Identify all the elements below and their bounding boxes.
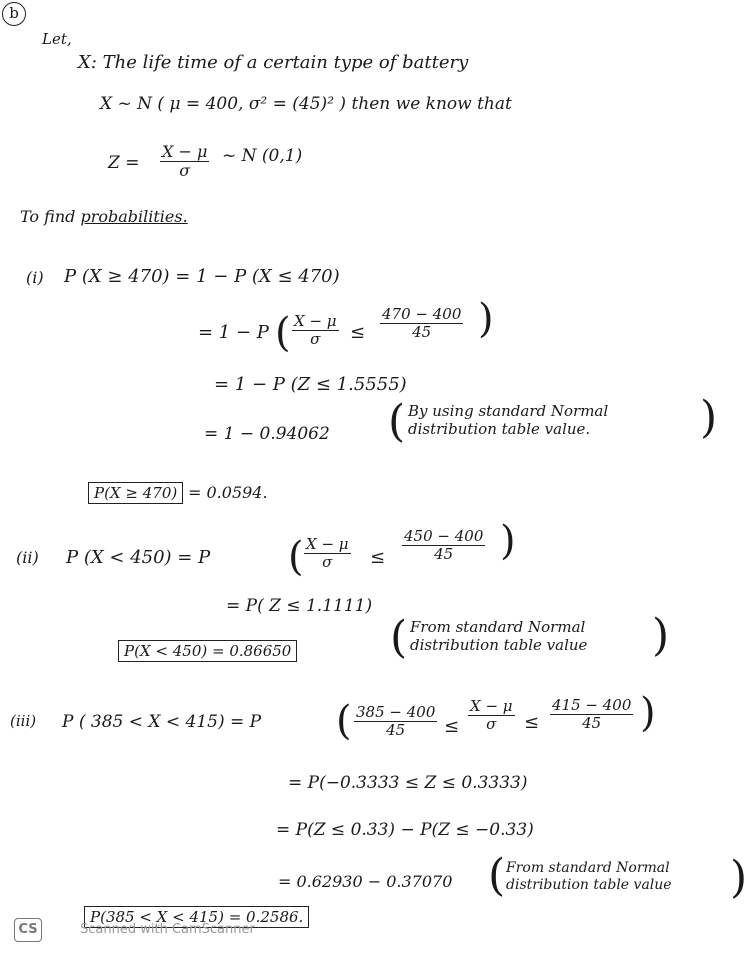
- part1-frac-b-den: 45: [412, 323, 432, 342]
- part2-rel: ≤: [370, 547, 386, 568]
- part2-paren-open: (: [288, 534, 304, 580]
- part-label-b: b: [2, 2, 26, 26]
- part1-frac-b: [380, 306, 463, 342]
- part3-rel1: ≤: [444, 716, 460, 737]
- part1-note-line2: distribution table value.: [408, 420, 591, 438]
- part1-line1: P (X ≥ 470) = 1 − P (X ≤ 470): [64, 266, 340, 287]
- part1-frac-a: [292, 313, 339, 349]
- part1-paren-close: ): [478, 296, 494, 342]
- part3-frac-c: [550, 697, 633, 733]
- distribution-text: X ~ N ( μ = 400, σ² = (45)² ) then we know that: [100, 94, 512, 114]
- part3-line2: = P(−0.3333 ≤ Z ≤ 0.3333): [288, 773, 528, 793]
- part3-frac-b-num: X − μ: [470, 697, 513, 715]
- part3-frac-c-den: 45: [582, 714, 602, 733]
- part2-note-line2: distribution table value: [410, 636, 588, 654]
- part2-result-box: P(X < 450) = 0.86650: [118, 640, 297, 662]
- part3-paren-open: (: [336, 698, 352, 744]
- part3-note-open: (: [488, 850, 506, 901]
- part3-frac-b: [468, 698, 515, 734]
- part2-label: (ii): [16, 548, 39, 567]
- part1-line2-prefix: = 1 − P: [198, 322, 269, 343]
- part1-result-box: P(X ≥ 470): [88, 482, 183, 504]
- part1-note-line1: By using standard Normal: [408, 402, 609, 420]
- part2-frac-b-den: 45: [434, 545, 454, 564]
- part3-line3: = P(Z ≤ 0.33) − P(Z ≤ −0.33): [276, 820, 534, 840]
- part3-paren-close: ): [640, 690, 656, 736]
- part2-frac-a-den: σ: [322, 553, 333, 572]
- part3-note-line2: distribution table value: [506, 876, 672, 893]
- part3-result-box: P(385 < X < 415) = 0.2586.: [84, 906, 309, 928]
- part1-label: (i): [26, 268, 44, 287]
- part3-note-close: ): [730, 852, 748, 903]
- z-rhs: ~ N (0,1): [222, 146, 303, 166]
- part1-paren-open: (: [275, 310, 291, 356]
- z-fraction: [160, 143, 209, 181]
- part2-frac-a: [304, 536, 351, 572]
- part2-result: [118, 640, 297, 662]
- part3-line4: = 0.62930 − 0.37070: [278, 872, 453, 891]
- part2-note-line1: From standard Normal: [410, 618, 586, 636]
- part2-line2: = P( Z ≤ 1.1111): [226, 596, 373, 616]
- intro-text: [20, 207, 188, 226]
- definition-text: X: The life time of a certain type of battery: [78, 52, 469, 73]
- part3-note-line1: From standard Normal: [506, 860, 670, 876]
- part3-frac-a-num: 385 − 400: [356, 703, 436, 721]
- part3-label: (iii): [10, 712, 37, 730]
- part3-frac-a: [354, 704, 437, 740]
- part3-lhs: P ( 385 < X < 415) = P: [62, 712, 262, 732]
- z-frac-num: X − μ: [162, 142, 208, 161]
- part2-frac-a-num: X − μ: [306, 535, 349, 553]
- part1-line3: = 1 − P (Z ≤ 1.5555): [214, 374, 407, 395]
- part2-note: [410, 618, 587, 654]
- part1-frac-b-num: 470 − 400: [382, 305, 462, 323]
- part3-frac-a-den: 45: [386, 721, 406, 740]
- part3-rel2: ≤: [524, 712, 540, 733]
- part1-note-close: ): [700, 392, 718, 443]
- part2-paren-close: ): [500, 518, 516, 564]
- part2-frac-b: [402, 528, 485, 564]
- camscanner-logo: CS: [14, 918, 42, 942]
- part1-frac-a-num: X − μ: [294, 312, 337, 330]
- part3-frac-c-num: 415 − 400: [552, 696, 632, 714]
- camscanner-watermark: Scanned with CamScanner: [80, 922, 255, 937]
- part2-note-open: (: [390, 612, 408, 663]
- part2-frac-b-num: 450 − 400: [404, 527, 484, 545]
- part3-note: [506, 860, 672, 894]
- part1-rel: ≤: [350, 322, 366, 343]
- part1-result: [88, 482, 268, 504]
- part1-note: [408, 402, 608, 438]
- let-text: Let,: [42, 30, 72, 48]
- intro-prefix: To find: [20, 207, 76, 226]
- intro-underlined: probabilities.: [80, 207, 188, 226]
- part1-line4: = 1 − 0.94062: [204, 424, 330, 444]
- part2-note-close: ): [652, 610, 670, 661]
- part1-frac-a-den: σ: [310, 330, 321, 349]
- part3-frac-b-den: σ: [486, 715, 497, 734]
- part1-note-open: (: [388, 396, 406, 447]
- part2-lhs: P (X < 450) = P: [66, 547, 211, 568]
- part1-result-value: = 0.0594.: [188, 483, 268, 502]
- z-lhs: Z =: [108, 153, 140, 173]
- z-frac-den: σ: [179, 161, 191, 181]
